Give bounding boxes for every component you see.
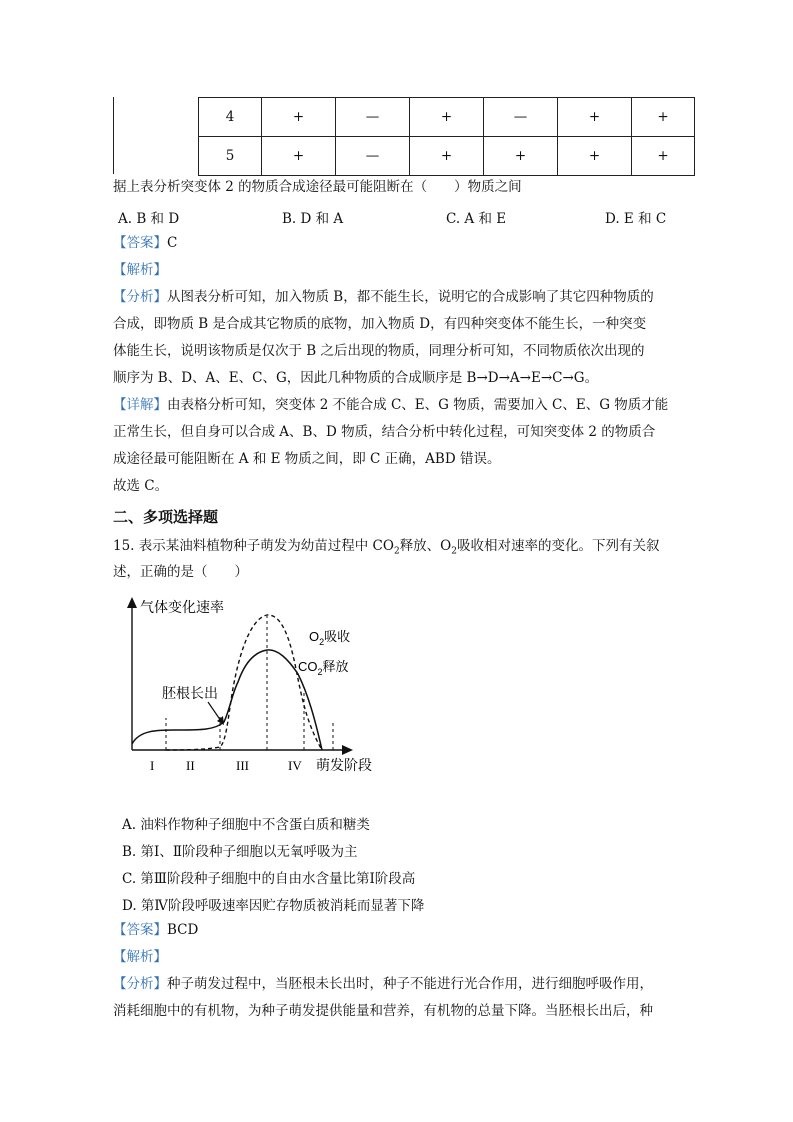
q14-option-a: A. B 和 D xyxy=(118,211,180,227)
stage-label-2: II xyxy=(186,758,195,773)
table-cell: — xyxy=(484,98,558,137)
table-cell: + xyxy=(262,98,336,137)
text-part: 15. 表示某油料植物种子萌发为幼苗过程中 CO xyxy=(113,538,394,554)
table-cell: + xyxy=(632,137,695,176)
annotation-label: 胚根长出 xyxy=(162,685,218,701)
text-part: 吸收相对速率的变化。下列有关叙 xyxy=(457,538,660,554)
fenxi-tag: 【分析】 xyxy=(113,976,167,992)
annotation-line xyxy=(208,702,221,721)
q14-xiangjie-line-2: 正常生长，但自身可以合成 A、B、D 物质，结合分析中转化过程，可知突变体 2 的物质合 xyxy=(113,424,656,440)
table-cell: + xyxy=(558,137,632,176)
x-axis-arrow-icon xyxy=(342,745,353,755)
table-cell: + xyxy=(262,137,336,176)
table-cell: + xyxy=(410,98,484,137)
q14-xiangjie-line-1 xyxy=(113,396,668,415)
text-line: 从图表分析可知，加入物质 B，都不能生长，说明它的合成影响了其它四种物质的 xyxy=(167,289,654,305)
x-axis-label: 萌发阶段 xyxy=(316,757,372,773)
q14-fenxi-line-1 xyxy=(113,288,654,307)
q14-option-c: C. A 和 E xyxy=(446,211,507,227)
fenxi-tag: 【分析】 xyxy=(113,289,167,305)
jiexi-tag: 【解析】 xyxy=(113,949,167,965)
q15-jiexi xyxy=(113,948,167,967)
table-cell: + xyxy=(558,98,632,137)
subscript: 2 xyxy=(451,546,457,557)
table-cell: 4 xyxy=(199,98,262,137)
q14-fenxi-line-2: 合成，即物质 B 是合成其它物质的底物，加入物质 D，有四种突变体不能生长，一种突变 xyxy=(113,316,647,332)
answer-tag: 【答案】 xyxy=(113,922,167,938)
answer-tag: 【答案】 xyxy=(113,235,167,251)
q14-conclusion: 故选 C。 xyxy=(113,478,169,494)
q14-stem: 据上表分析突变体 2 的物质合成途径最可能阻断在（ ）物质之间 xyxy=(113,179,522,195)
y-axis-arrow-icon xyxy=(127,597,137,608)
co2-label: $CO_2$释放 xyxy=(298,659,349,677)
answer-value: BCD xyxy=(167,922,199,938)
q15-option-a: A. 油料作物种子细胞中不含蛋白质和糖类 xyxy=(122,817,370,833)
table-row xyxy=(199,137,695,176)
q14-fenxi-line-4: 顺序为 B、D、A、E、C、G，因此几种物质的合成顺序是 B→D→A→E→C→G。 xyxy=(113,370,599,386)
table-cell: + xyxy=(632,98,695,137)
stage-label-4: IV xyxy=(288,758,302,773)
table-cell: + xyxy=(484,137,558,176)
q15-option-d: D. 第Ⅳ阶段呼吸速率因贮存物质被消耗而显著下降 xyxy=(122,898,425,914)
text-line: 种子萌发过程中，当胚根未长出时，种子不能进行光合作用，进行细胞呼吸作用， xyxy=(167,976,653,992)
o2-label: $O_2$吸收 xyxy=(309,629,351,647)
q15-fenxi-line-2: 消耗细胞中的有机物，为种子萌发提供能量和营养，有机物的总量下降。当胚根长出后，种 xyxy=(113,1003,653,1019)
jiexi-tag: 【解析】 xyxy=(113,262,167,278)
section-title: 二、多项选择题 xyxy=(113,508,219,526)
xiangjie-tag: 【详解】 xyxy=(113,397,167,413)
table-row xyxy=(199,98,695,137)
mutant-table xyxy=(198,97,695,176)
q14-xiangjie-line-3: 成途径最可能阻断在 A 和 E 物质之间，即 C 正确，ABD 错误。 xyxy=(113,451,501,467)
text-part: 释放、O xyxy=(399,538,452,554)
stage-label-3: III xyxy=(236,758,249,773)
answer-value: C xyxy=(167,235,178,251)
q14-jiexi xyxy=(113,261,167,280)
q14-option-d: D. E 和 C xyxy=(605,211,667,227)
table-cell: + xyxy=(410,137,484,176)
text-line: 由表格分析可知，突变体 2 不能合成 C、E、G 物质，需要加入 C、E、G 物质才能 xyxy=(167,397,669,413)
q15-option-b: B. 第Ⅰ、Ⅱ阶段种子细胞以无氧呼吸为主 xyxy=(122,844,358,860)
q15-stem-line-1 xyxy=(113,537,660,562)
q15-stem-line-2: 述，正确的是（ ） xyxy=(113,564,248,580)
table-cell: — xyxy=(336,98,410,137)
co2-release-curve xyxy=(132,650,322,750)
table-cell: — xyxy=(336,137,410,176)
stage-label-1: I xyxy=(150,758,155,773)
respiration-rate-figure xyxy=(120,594,390,779)
q15-option-c: C. 第Ⅲ阶段种子细胞中的自由水含量比第Ⅰ阶段高 xyxy=(122,871,416,887)
subscript: 2 xyxy=(393,546,400,557)
q15-fenxi-line-1 xyxy=(113,975,653,994)
y-axis-label: 气体变化速率 xyxy=(140,599,224,615)
q14-fenxi-line-3: 体能生长，说明该物质是仅次于 B 之后出现的物质，同理分析可知，不同物质依次出现的 xyxy=(113,343,645,359)
q14-answer xyxy=(113,234,177,253)
q15-answer xyxy=(113,921,198,940)
table-cell: 5 xyxy=(199,137,262,176)
q14-option-b: B. D 和 A xyxy=(282,211,344,227)
table-left-border xyxy=(113,97,114,174)
